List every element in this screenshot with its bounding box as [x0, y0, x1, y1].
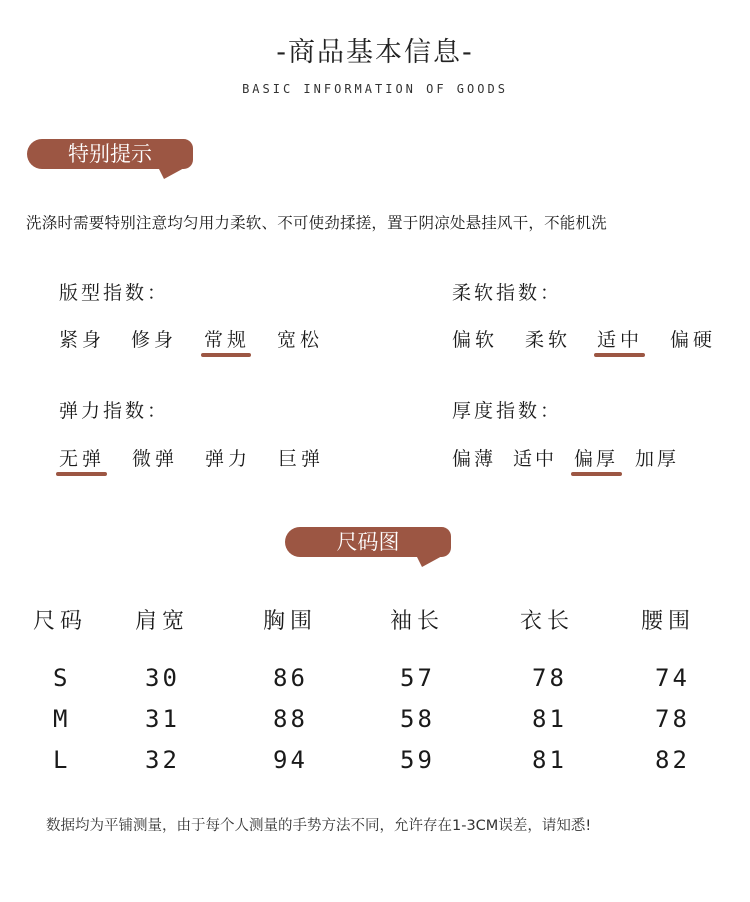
table-cell: 57 — [400, 664, 435, 692]
fit-option: 紧身 — [59, 329, 106, 351]
table-cell: 88 — [273, 705, 308, 733]
table-cell: 86 — [273, 664, 308, 692]
elastic-selected-underline — [56, 472, 107, 476]
fit-index-title: 版型指数： — [59, 282, 170, 304]
table-cell-size: L — [53, 746, 71, 774]
table-cell: 81 — [532, 746, 567, 774]
elastic-option: 微弹 — [132, 448, 179, 470]
table-header: 尺码 — [33, 609, 88, 634]
table-cell: 59 — [400, 746, 435, 774]
table-header: 袖长 — [390, 609, 445, 634]
size-chart-tag — [285, 527, 451, 557]
table-cell-size: M — [53, 705, 71, 733]
softness-index-title: 柔软指数： — [452, 282, 563, 304]
softness-selected-underline — [594, 353, 645, 357]
size-chart-tag-label: 尺码图 — [336, 530, 400, 554]
elastic-option: 巨弹 — [278, 448, 325, 470]
table-cell-size: S — [53, 664, 71, 692]
table-cell: 82 — [655, 746, 690, 774]
care-notice: 洗涤时需要特别注意均匀用力柔软、不可使劲揉搓，置于阴凉处悬挂风干，不能机洗 — [26, 214, 607, 232]
table-cell: 81 — [532, 705, 567, 733]
table-header: 腰围 — [641, 609, 696, 634]
table-cell: 32 — [145, 746, 180, 774]
size-chart-tag-pointer — [416, 555, 444, 567]
softness-option-selected: 适中 — [597, 329, 644, 351]
elastic-option-selected: 无弹 — [59, 448, 106, 470]
softness-option: 偏硬 — [670, 329, 717, 351]
page-title: -商品基本信息- — [276, 37, 474, 68]
fit-option-selected: 常规 — [204, 329, 251, 351]
fit-selected-underline — [201, 353, 251, 357]
thickness-option: 适中 — [513, 448, 558, 470]
fit-option: 修身 — [131, 329, 178, 351]
thickness-index-title: 厚度指数： — [452, 400, 563, 422]
table-cell: 31 — [145, 705, 180, 733]
table-header: 衣长 — [520, 609, 575, 634]
table-cell: 78 — [532, 664, 567, 692]
notice-tag-pointer — [158, 167, 186, 179]
table-cell: 94 — [273, 746, 308, 774]
notice-tag-label: 特别提示 — [68, 142, 152, 166]
softness-option: 偏软 — [452, 329, 499, 351]
thickness-option-selected: 偏厚 — [574, 448, 619, 470]
table-cell: 58 — [400, 705, 435, 733]
table-cell: 30 — [145, 664, 180, 692]
table-cell: 78 — [655, 705, 690, 733]
softness-option: 柔软 — [525, 329, 572, 351]
notice-tag — [27, 139, 193, 169]
table-header: 肩宽 — [135, 609, 190, 634]
elastic-option: 弹力 — [205, 448, 252, 470]
measurement-note: 数据均为平铺测量，由于每个人测量的手势方法不同，允许存在1-3CM误差，请知悉! — [46, 818, 592, 834]
thickness-selected-underline — [571, 472, 622, 476]
table-cell: 74 — [655, 664, 690, 692]
thickness-option: 偏薄 — [452, 448, 497, 470]
elastic-index-title: 弹力指数： — [59, 400, 170, 422]
page-subtitle: BASIC INFORMATION OF GOODS — [242, 82, 508, 96]
table-header: 胸围 — [263, 609, 318, 634]
thickness-option: 加厚 — [635, 448, 680, 470]
fit-option: 宽松 — [277, 329, 324, 351]
